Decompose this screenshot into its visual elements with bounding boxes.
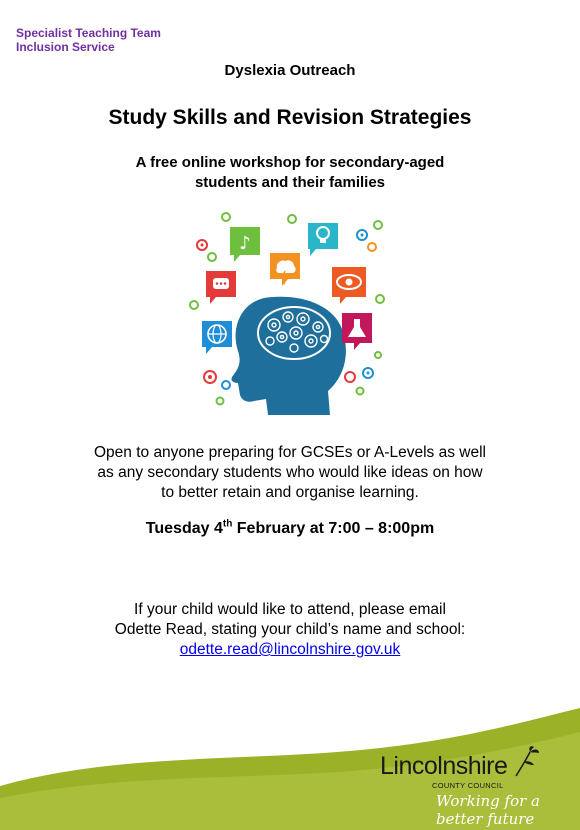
contact-email-link[interactable]: odette.read@lincolnshire.gov.uk [179,641,401,658]
music-bubble [230,227,260,262]
event-description [0,443,580,503]
contact-details [0,600,580,660]
date-suffix: February at 7:00 – 8:00pm [232,520,435,537]
idea-bubble [308,223,338,256]
date-ordinal: th [222,518,233,530]
tagline-line-1: A free online workshop for secondary-aged [135,154,445,171]
organisation-header [16,26,161,54]
logo-council: COUNTY COUNCIL [432,781,504,790]
description-line-3: to better retain and organise learning. [161,484,419,501]
chat-bubble [206,271,236,304]
team-name: Specialist Teaching Team [16,26,161,40]
eye-bubble [332,267,366,304]
tagline-line-2: students and their families [194,174,386,191]
logo-name: Lincolnshire [380,752,508,780]
brain-learning-illustration [182,205,394,415]
contact-line-2: Odette Read, stating your child’s name and school: [114,621,466,638]
globe-bubble [202,321,232,354]
event-date [0,520,580,538]
date-prefix: Tuesday 4 [145,520,223,537]
description-line-2: as any secondary students who would like ideas on how [97,464,483,481]
lincolnshire-logo [380,752,575,828]
logo-slogan: Working for a better future [436,792,540,828]
event-subtitle: Dyslexia Outreach [224,62,356,79]
weather-bubble [270,253,300,286]
service-name: Inclusion Service [16,40,115,54]
brain-gears [258,307,330,359]
science-bubble [342,313,372,350]
event-tagline [0,153,580,193]
contact-line-1: If your child would like to attend, please email [134,601,446,618]
description-line-1: Open to anyone preparing for GCSEs or A-Levels as well [93,444,486,461]
event-title: Study Skills and Revision Strategies [108,106,472,129]
svg-text:♪: ♪ [239,233,251,254]
logo-flower-icon [512,746,542,780]
